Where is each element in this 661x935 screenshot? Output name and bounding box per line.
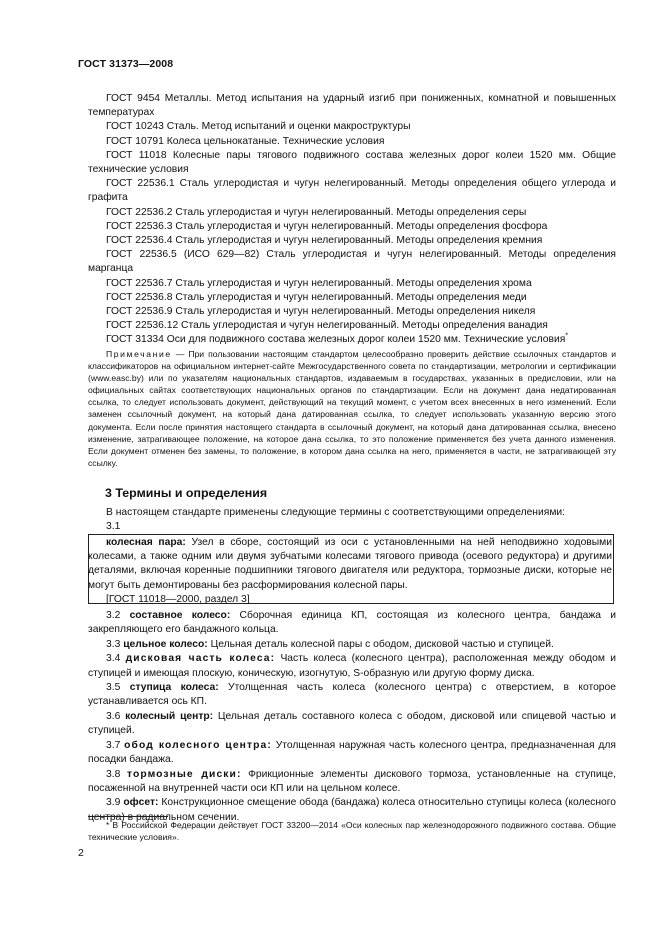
definition-number: 3.8 <box>106 768 121 780</box>
boxed-definition <box>88 536 614 607</box>
definition-number: 3.5 <box>106 682 121 694</box>
reference-item: ГОСТ 22536.12 Сталь углеродистая и чугун нелегированный. Методы определения ванадия <box>106 320 548 332</box>
definition-item <box>88 710 616 738</box>
reference-item: ГОСТ 22536.2 Сталь углеродистая и чугун нелегированный. Методы определения серы <box>106 206 527 218</box>
definition-term: дисковая часть колеса: <box>125 653 276 665</box>
definition-term: колесная пара: <box>106 537 186 548</box>
definition-item <box>88 652 616 680</box>
definition-term: офсет: <box>123 797 159 809</box>
reference-item: ГОСТ 11018 Колесные пары тягового подвижного состава железных дорог колеи 1520 мм. Общие технические условия <box>88 149 616 176</box>
definition-number: 3.7 <box>106 739 121 751</box>
definition-text: Утолщенная часть колеса (колесного центра) с отверстием, в которое устанавливается ось КП. <box>88 682 616 708</box>
definition-text: Сборочная единица КП, состоящая из колесного центра, бандажа и закрепляющего его бандажного кольца. <box>88 610 616 636</box>
definition-text: Цельная деталь колесной пары с ободом, дисковой частью и ступицей. <box>207 638 554 650</box>
reference-item: ГОСТ 22536.4 Сталь углеродистая и чугун нелегированный. Методы определения кремния <box>106 235 543 247</box>
note-label: Примечание <box>106 349 172 359</box>
reference-item: ГОСТ 10791 Колеса цельнокатаные. Технические условия <box>106 135 385 147</box>
definition-text: Цельная деталь составного колеса с ободом, дисковой или спицевой частью и ступицей. <box>88 710 616 737</box>
footnote-marker: * <box>565 333 569 341</box>
definition-term: составное колесо: <box>129 610 231 621</box>
definitions-list <box>88 609 616 825</box>
definition-item <box>88 739 616 767</box>
definition-item <box>88 609 616 637</box>
definition-text: Часть колеса (колесного центра), расположенная между ободом и ступицей и имеющая плоскую, коническую, изогнутую, S-образную или другую форму диска. <box>88 653 616 679</box>
definition-source: [ГОСТ 11018—2000, раздел 3] <box>106 593 250 605</box>
reference-item: ГОСТ 9454 Металлы. Метод испытания на ударный изгиб при пониженных, комнатной и повышенных температурах <box>88 93 616 119</box>
reference-item: ГОСТ 22536.8 Сталь углеродистая и чугун нелегированный. Методы определения меди <box>106 291 527 303</box>
definition-text: Утолщенная наружная часть колесного центра, предназначенная для посадки бандажа. <box>88 739 616 765</box>
reference-item: ГОСТ 22536.9 Сталь углеродистая и чугун нелегированный. Методы определения никеля <box>106 306 536 318</box>
reference-item-last <box>88 333 616 347</box>
section-intro: В настоящем стандарте применены следующие термины с соответствующими определениями: <box>106 507 566 518</box>
footnote-divider <box>88 816 168 817</box>
definition-text: Узел в сборе, состоящий из оси с установленными на ней неподвижно ходовыми колесами, а также одним или двумя зубчатыми колесами тягового привода (осевого редуктора) и другими деталями, включая коренные подшипники тягового двигателя или редуктора, тормозные диски, которые не могут быть демонтированы без расформирования колесной пары. <box>88 537 612 591</box>
definition-item <box>88 681 616 709</box>
definition-term: ступица колеса: <box>129 682 219 694</box>
footnote-text: В Российской Федерации действует ГОСТ 33200—2014 «Оси колесных пар железнодорожного подвижного состава. Общие технические условия». <box>88 820 616 843</box>
definition-item <box>88 768 616 796</box>
boxed-definition-text <box>88 536 614 593</box>
reference-item: ГОСТ 10243 Сталь. Метод испытаний и оценки макроструктуры <box>106 121 411 133</box>
definition-term: цельное колесо: <box>123 638 208 650</box>
footnote-mark: * <box>106 820 110 830</box>
definition-number: 3.6 <box>106 710 121 722</box>
reference-text: ГОСТ 31334 Оси для подвижного состава железных дорог колеи 1520 мм. Технические условия <box>106 334 566 346</box>
document-header: ГОСТ 31373—2008 <box>78 58 174 70</box>
definition-number: 3.2 <box>106 610 121 621</box>
note-text: — При пользовании настоящим стандартом целесообразно проверить действие ссылочных стандартов и классификаторов на официальном интернет-сайте Межгосударственного совета по стандартизации, метрологии и сертификации (www.easc.by) или по указателям национальных стандартов, издаваемым в государствах, указанных в предисловии, или на официальных сайтах соответствующих национальных органов по стандартизации. Если на документ дана недатированная ссылка, то следует использовать документ, действующий на текущий момент, с учетом всех внесенных в него изменений. Если заменен ссылочный документ, на который дана датированная ссылка, то следует использовать указанную версию этого документа. Если после принятия настоящего стандарта в ссылочный документ, на который дана датированная ссылка, внесено изменение, затрагивающее положение, на которое дана ссылка, то это положение применяется без учета данного изменения. Если документ отменен без замены, то положение, в котором дана ссылка на него, применяется в части, не затрагивающей эту ссылку. <box>88 349 616 468</box>
reference-item: ГОСТ 22536.3 Сталь углеродистая и чугун нелегированный. Методы определения фосфора <box>106 220 548 232</box>
definition-item <box>88 638 616 652</box>
definition-number: 3.3 <box>106 638 121 650</box>
reference-item: ГОСТ 22536.5 (ИСО 629—82) Сталь углеродистая и чугун нелегированный. Методы определения марганца <box>88 249 616 275</box>
reference-item: ГОСТ 22536.1 Сталь углеродистая и чугун нелегированный. Методы определения общего углерода и графита <box>88 178 616 204</box>
definition-term: колесный центр: <box>125 710 214 722</box>
definition-number: 3.4 <box>106 653 121 665</box>
definition-term: обод колесного центра: <box>124 739 272 751</box>
definition-number: 3.9 <box>106 797 121 809</box>
normative-references <box>88 92 616 348</box>
definition-text: Конструкционное смещение обода (бандажа) колеса относительно ступицы колеса (колесного центра) в радиальном сечении. <box>88 797 616 823</box>
section-title: 3 Термины и определения <box>105 486 268 500</box>
page-number: 2 <box>78 847 84 859</box>
definition-term: тормозные диски: <box>126 768 242 780</box>
reference-item: ГОСТ 22536.7 Сталь углеродистая и чугун нелегированный. Методы определения хрома <box>106 277 532 289</box>
references-note <box>88 348 616 469</box>
definition-number: 3.1 <box>106 521 121 532</box>
footnote <box>88 819 616 843</box>
definition-text: Фрикционные элементы дискового тормоза, установленные на ступице, посаженной на внутренней части оси КП или на цельном колесе. <box>88 768 616 794</box>
